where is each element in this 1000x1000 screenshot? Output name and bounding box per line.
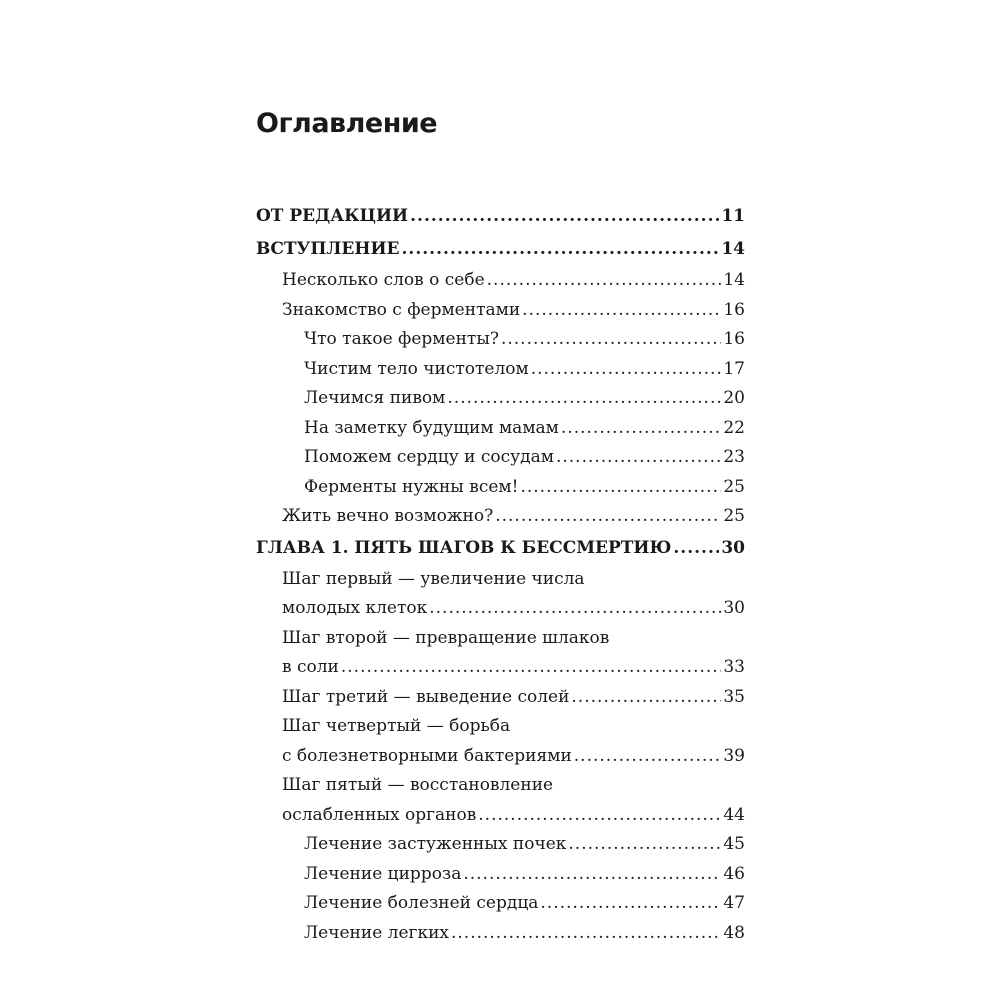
toc-entry-title: ОТ РЕДАКЦИИ [256, 206, 409, 226]
toc-entry-page-number: 14 [723, 270, 745, 290]
toc-entry-page-number: 11 [721, 206, 745, 226]
dot-leader [501, 325, 721, 355]
toc-entry-title: Лечение легких [304, 922, 449, 943]
toc-entry[interactable] [256, 200, 745, 233]
toc-entry-title-line1: Шаг второй — превращение шлаков [282, 627, 610, 648]
toc-entry-page-number: 46 [723, 863, 745, 884]
toc-entry-title: Лечение цирроза [304, 863, 462, 884]
toc-entry-page-number: 39 [723, 745, 745, 766]
toc-entry-title-line1: Шаг пятый — восстановление [282, 775, 554, 795]
dot-leader [520, 473, 721, 503]
toc-entry[interactable] [256, 355, 745, 385]
dot-leader [429, 594, 721, 624]
toc-entry-title: Знакомство с ферментами [282, 299, 521, 320]
toc-entry[interactable] [256, 443, 745, 473]
dot-leader [463, 860, 721, 890]
toc-entry-page-number: 35 [723, 686, 745, 707]
toc-entry-title: с болезнетворными бактериями [282, 745, 572, 766]
toc-entry[interactable] [256, 325, 745, 355]
toc-entry-page-number: 16 [723, 299, 745, 320]
toc-entry-page-number: 47 [723, 893, 745, 913]
toc-entry-page-number: 25 [723, 476, 745, 497]
toc-entry-title-line1: Шаг четвертый — борьба [282, 716, 511, 736]
toc-entry[interactable] [256, 414, 745, 444]
toc-entry-page-number: 23 [723, 447, 745, 467]
toc-entry-page-number: 20 [723, 388, 745, 408]
dot-leader [478, 801, 721, 831]
toc-entry-page-number: 17 [723, 358, 745, 379]
toc-entry-title: ослабленных органов [282, 804, 477, 825]
toc-entry[interactable] [256, 919, 745, 949]
toc-entry-page-number: 33 [723, 657, 745, 677]
toc-entry[interactable] [256, 473, 745, 503]
toc-entry-title: Шаг третий — выведение солей [282, 686, 570, 707]
toc-entry-title: Несколько слов о себе [282, 270, 485, 290]
toc-entry-title: Ферменты нужны всем! [304, 476, 519, 497]
dot-leader [410, 200, 719, 233]
toc-entry-title: Жить вечно возможно? [282, 506, 494, 526]
toc-entry-title: Чистим тело чистотелом [304, 358, 529, 379]
toc-entry-page-number: 14 [721, 239, 745, 259]
toc-entry[interactable] [256, 296, 745, 326]
table-of-contents [256, 200, 745, 948]
toc-entry[interactable] [256, 830, 745, 860]
toc-entry[interactable] [256, 683, 745, 713]
toc-entry-title: Лечение болезней сердца [304, 893, 539, 913]
dot-leader [568, 830, 721, 860]
toc-entry[interactable] [256, 889, 745, 919]
toc-entry[interactable] [256, 624, 745, 683]
toc-entry[interactable] [256, 860, 745, 890]
toc-entry[interactable] [256, 502, 745, 532]
dot-leader [556, 443, 721, 473]
page-title: Оглавление [256, 108, 438, 139]
dot-leader [574, 742, 722, 772]
toc-entry-page-number: 30 [721, 537, 745, 558]
toc-entry-title: Лечимся пивом [304, 388, 446, 408]
toc-entry-title: На заметку будущим мамам [304, 417, 559, 438]
dot-leader [341, 653, 721, 683]
toc-entry[interactable] [256, 712, 745, 771]
dot-leader [487, 266, 722, 296]
toc-entry-title: Что такое ферменты? [304, 329, 499, 349]
toc-entry-title: Лечение застуженных почек [304, 834, 567, 854]
dot-leader [522, 296, 721, 326]
toc-entry-title: ВСТУПЛЕНИЕ [256, 239, 400, 259]
toc-entry-title: Поможем сердцу и сосудам [304, 447, 554, 467]
dot-leader [673, 532, 719, 565]
toc-entry-page-number: 30 [723, 598, 745, 618]
toc-entry[interactable] [256, 233, 745, 266]
toc-entry[interactable] [256, 565, 745, 624]
dot-leader [447, 384, 721, 414]
toc-entry-page-number: 48 [723, 922, 745, 943]
toc-entry[interactable] [256, 266, 745, 296]
toc-entry-page-number: 25 [723, 506, 745, 526]
dot-leader [540, 889, 721, 919]
toc-entry-page-number: 45 [723, 834, 745, 854]
toc-entry-page-number: 22 [723, 417, 745, 438]
toc-entry-page-number: 16 [723, 329, 745, 349]
dot-leader [571, 683, 721, 713]
toc-entry[interactable] [256, 532, 745, 565]
toc-entry[interactable] [256, 771, 745, 830]
toc-entry-title-line1: Шаг первый — увеличение числа [282, 568, 585, 589]
toc-entry-title: ГЛАВА 1. ПЯТЬ ШАГОВ К БЕССМЕРТИЮ [256, 537, 672, 558]
toc-entry-title: в соли [282, 657, 339, 677]
dot-leader [451, 919, 721, 949]
dot-leader [401, 233, 719, 266]
dot-leader [561, 414, 721, 444]
toc-entry[interactable] [256, 384, 745, 414]
dot-leader [531, 355, 722, 385]
toc-entry-title: молодых клеток [282, 598, 428, 618]
dot-leader [495, 502, 721, 532]
toc-entry-page-number: 44 [723, 804, 745, 825]
